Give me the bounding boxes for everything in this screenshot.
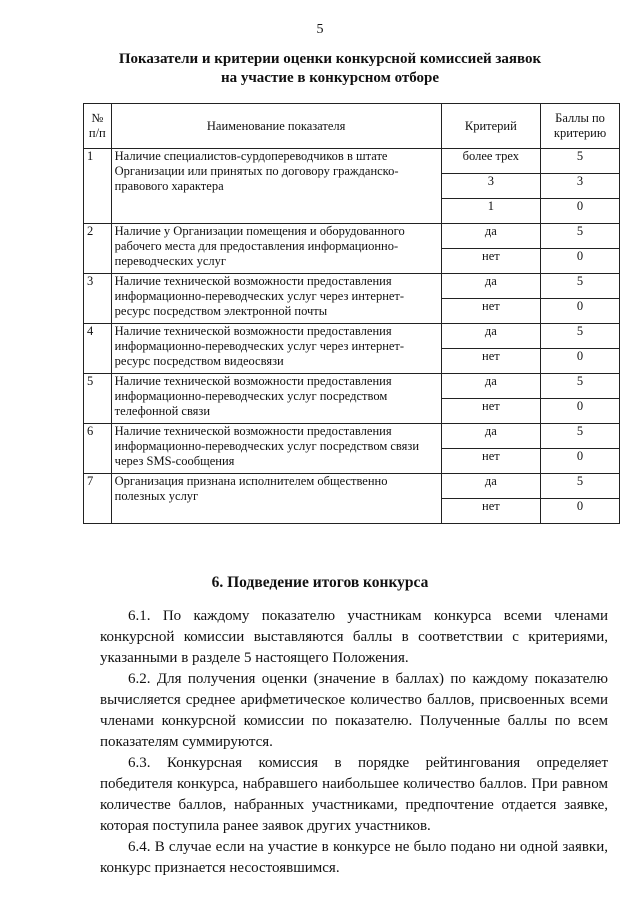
criterion-cell: 1 xyxy=(441,199,540,224)
header-num: № п/п xyxy=(84,104,112,149)
score-cell: 5 xyxy=(541,474,620,499)
criterion-cell: нет xyxy=(441,399,540,424)
header-name: Наименование показателя xyxy=(111,104,441,149)
paragraph-6-2: 6.2. Для получения оценки (значение в баллах) по каждому показателю вычисляется среднее арифметическое количество баллов, присвоенных всеми членами конкурсной комиссии по показателю. Полученные баллы по всем показателям суммируются. xyxy=(100,671,608,750)
criterion-cell: да xyxy=(441,274,540,299)
criterion-cell: 3 xyxy=(441,174,540,199)
score-cell: 0 xyxy=(541,399,620,424)
score-cell: 5 xyxy=(541,374,620,399)
score-cell: 3 xyxy=(541,174,620,199)
criterion-cell: да xyxy=(441,424,540,449)
score-cell: 0 xyxy=(541,299,620,324)
paragraph-6-4: 6.4. В случае если на участие в конкурсе не было подано ни одной заявки, конкурс признается несостоявшимся. xyxy=(100,839,608,876)
table-row xyxy=(84,149,620,174)
criterion-cell: более трех xyxy=(441,149,540,174)
criterion-cell: да xyxy=(441,324,540,349)
indicator-name: Наличие технической возможности предоставления информационно-переводческих услуг через интернет-ресурс посредством видеосвязи xyxy=(111,324,441,374)
header-score: Баллы по критерию xyxy=(541,104,620,149)
score-cell: 0 xyxy=(541,249,620,274)
table-row xyxy=(84,224,620,249)
table-body xyxy=(84,149,620,524)
criteria-table xyxy=(83,103,620,524)
row-number: 5 xyxy=(84,374,112,424)
paragraph-6-3: 6.3. Конкурсная комиссия в порядке рейтингования определяет победителя конкурса, набравшего наибольшее количество баллов. При равном количестве баллов, набранных участниками, предпочтение отдается заявке, которая поступила ранее заявок других участников. xyxy=(100,755,608,834)
criterion-cell: да xyxy=(441,374,540,399)
score-cell: 0 xyxy=(541,499,620,524)
row-number: 2 xyxy=(84,224,112,274)
title-line-2: на участие в конкурсном отборе xyxy=(220,70,440,86)
row-number: 1 xyxy=(84,149,112,224)
page-number: 5 xyxy=(316,22,324,37)
score-cell: 5 xyxy=(541,274,620,299)
score-cell: 5 xyxy=(541,424,620,449)
table-row xyxy=(84,424,620,449)
indicator-name: Наличие технической возможности предоставления информационно-переводческих услуг посредством телефонной связи xyxy=(111,374,441,424)
indicator-name: Наличие специалистов-сурдопереводчиков в штате Организации или принятых по договору гражданско-правового характера xyxy=(111,149,441,224)
row-number: 4 xyxy=(84,324,112,374)
header-criterion: Критерий xyxy=(441,104,540,149)
criterion-cell: нет xyxy=(441,299,540,324)
score-cell: 5 xyxy=(541,224,620,249)
score-cell: 5 xyxy=(541,324,620,349)
row-number: 6 xyxy=(84,424,112,474)
score-cell: 0 xyxy=(541,349,620,374)
criterion-cell: нет xyxy=(441,449,540,474)
score-cell: 0 xyxy=(541,199,620,224)
criterion-cell: нет xyxy=(441,349,540,374)
section-heading: 6. Подведение итогов конкурса xyxy=(211,574,429,591)
row-number: 7 xyxy=(84,474,112,524)
criterion-cell: да xyxy=(441,474,540,499)
indicator-name: Наличие технической возможности предоставления информационно-переводческих услуг посредством связи через SMS-сообщения xyxy=(111,424,441,474)
section-body xyxy=(100,606,608,879)
table-header-row xyxy=(84,104,620,149)
indicator-name: Наличие технической возможности предоставления информационно-переводческих услуг через интернет-ресурс посредством электронной почты xyxy=(111,274,441,324)
paragraph-6-1: 6.1. По каждому показателю участникам конкурса всеми членами конкурсной комиссии выставляются баллы в соответствии с критериями, указанными в разделе 5 настоящего Положения. xyxy=(100,608,608,666)
indicator-name: Наличие у Организации помещения и оборудованного рабочего места для предоставления информационно-переводческих услуг xyxy=(111,224,441,274)
score-cell: 0 xyxy=(541,449,620,474)
score-cell: 5 xyxy=(541,149,620,174)
criterion-cell: нет xyxy=(441,249,540,274)
criterion-cell: да xyxy=(441,224,540,249)
table-row xyxy=(84,324,620,349)
criterion-cell: нет xyxy=(441,499,540,524)
title-line-1: Показатели и критерии оценки конкурсной комиссией заявок xyxy=(118,51,542,67)
row-number: 3 xyxy=(84,274,112,324)
document-title xyxy=(60,50,600,88)
table-row xyxy=(84,374,620,399)
table-row xyxy=(84,474,620,499)
indicator-name: Организация признана исполнителем общественно полезных услуг xyxy=(111,474,441,524)
table-row xyxy=(84,274,620,299)
